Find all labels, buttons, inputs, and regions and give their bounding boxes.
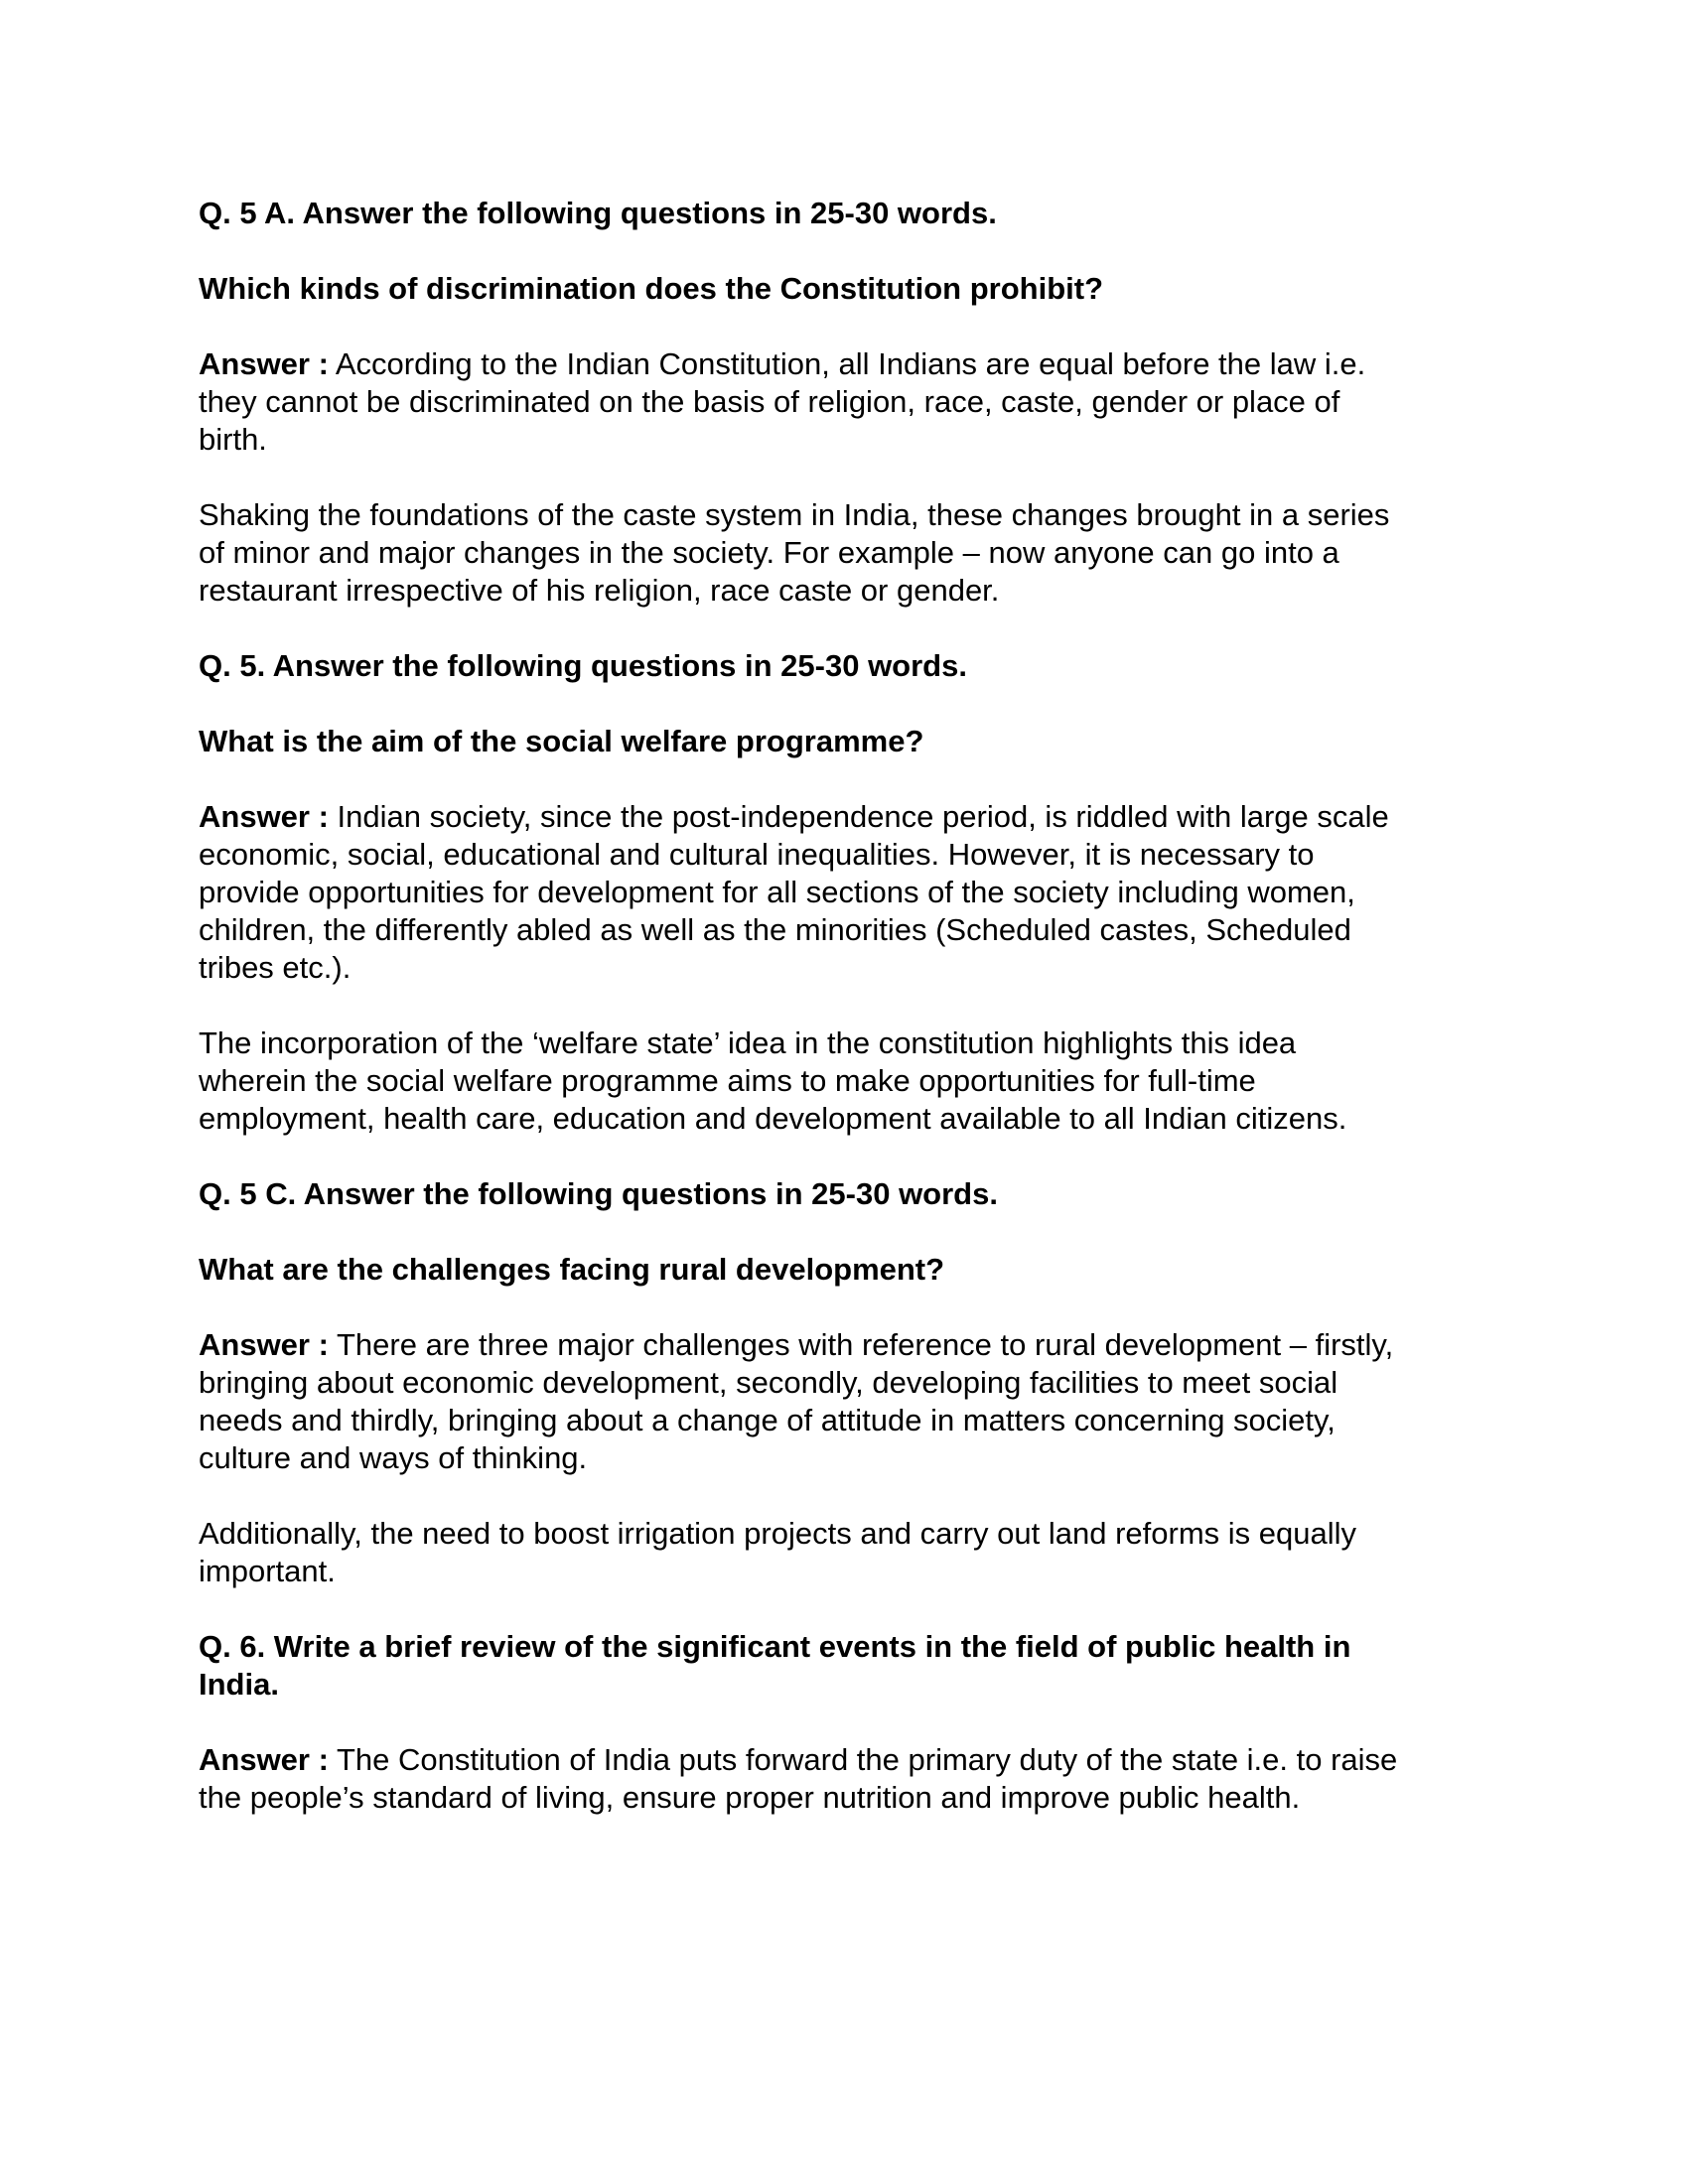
section-3-question: What are the challenges facing rural development? bbox=[199, 1252, 945, 1287]
section-1-paragraph bbox=[199, 496, 1489, 610]
document-page bbox=[199, 195, 1489, 1854]
answer-line: economic, social, educational and cultural inequalities. However, it is necessary to bbox=[199, 837, 1315, 872]
section-2-heading: Q. 5. Answer the following questions in 25-30 words. bbox=[199, 648, 967, 683]
paragraph-line: wherein the social welfare programme aims to make opportunities for full-time bbox=[199, 1063, 1256, 1098]
answer-label: Answer : bbox=[199, 1742, 329, 1777]
section-2-answer bbox=[199, 798, 1489, 987]
answer-line: birth. bbox=[199, 422, 267, 457]
answer-line: Indian society, since the post-independence period, is riddled with large scale bbox=[328, 799, 1389, 834]
section-4-answer bbox=[199, 1741, 1489, 1817]
section-2-paragraph bbox=[199, 1024, 1489, 1138]
answer-line: The Constitution of India puts forward the primary duty of the state i.e. to raise bbox=[328, 1742, 1398, 1777]
answer-label: Answer : bbox=[199, 346, 329, 381]
section-1-answer bbox=[199, 345, 1489, 459]
paragraph-line: Shaking the foundations of the caste system in India, these changes brought in a series bbox=[199, 497, 1390, 532]
section-1-question: Which kinds of discrimination does the Constitution prohibit? bbox=[199, 271, 1104, 306]
answer-line: needs and thirdly, bringing about a change of attitude in matters concerning society, bbox=[199, 1403, 1336, 1437]
section-3-heading: Q. 5 C. Answer the following questions in 25-30 words. bbox=[199, 1176, 998, 1211]
answer-line: There are three major challenges with reference to rural development – firstly, bbox=[328, 1327, 1394, 1362]
paragraph-line: employment, health care, education and development available to all Indian citizens. bbox=[199, 1101, 1347, 1136]
section-4-heading bbox=[199, 1628, 1489, 1704]
heading-line: India. bbox=[199, 1667, 279, 1702]
paragraph-line: of minor and major changes in the society. For example – now anyone can go into a bbox=[199, 535, 1339, 570]
answer-line: culture and ways of thinking. bbox=[199, 1440, 588, 1475]
answer-line: bringing about economic development, secondly, developing facilities to meet social bbox=[199, 1365, 1338, 1400]
answer-label: Answer : bbox=[199, 1327, 329, 1362]
paragraph-line: restaurant irrespective of his religion, race caste or gender. bbox=[199, 573, 1000, 608]
section-1-heading: Q. 5 A. Answer the following questions in 25-30 words. bbox=[199, 196, 997, 230]
answer-line: they cannot be discriminated on the basis of religion, race, caste, gender or place of bbox=[199, 384, 1340, 419]
answer-line: children, the differently abled as well as the minorities (Scheduled castes, Scheduled bbox=[199, 912, 1351, 947]
paragraph-line: important. bbox=[199, 1554, 336, 1588]
section-3-paragraph bbox=[199, 1515, 1489, 1590]
answer-label: Answer : bbox=[199, 799, 329, 834]
heading-line: Q. 6. Write a brief review of the significant events in the field of public health in bbox=[199, 1629, 1351, 1664]
answer-line: According to the Indian Constitution, all Indians are equal before the law i.e. bbox=[328, 346, 1366, 381]
section-2-question: What is the aim of the social welfare programme? bbox=[199, 724, 924, 758]
answer-line: tribes etc.). bbox=[199, 950, 352, 985]
paragraph-line: Additionally, the need to boost irrigation projects and carry out land reforms is equally bbox=[199, 1516, 1356, 1551]
section-3-answer bbox=[199, 1326, 1489, 1477]
paragraph-line: The incorporation of the ‘welfare state’ idea in the constitution highlights this idea bbox=[199, 1025, 1297, 1060]
answer-line: provide opportunities for development for all sections of the society including women, bbox=[199, 875, 1355, 909]
answer-line: the people’s standard of living, ensure proper nutrition and improve public health. bbox=[199, 1780, 1301, 1815]
